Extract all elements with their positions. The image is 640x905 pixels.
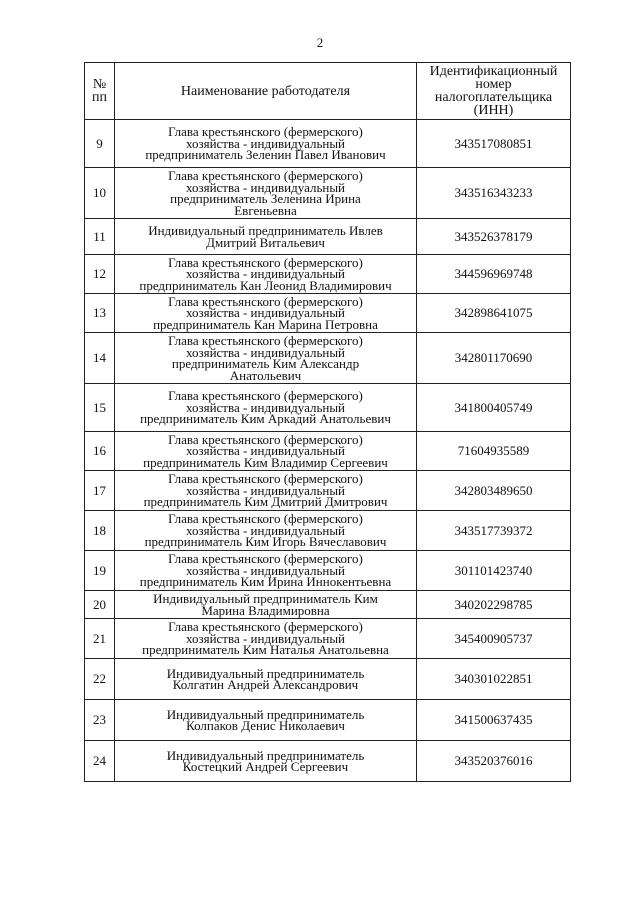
row-inn: 342803489650 bbox=[417, 471, 571, 511]
row-inn: 340202298785 bbox=[417, 591, 571, 619]
row-inn: 345400905737 bbox=[417, 619, 571, 659]
row-num: 13 bbox=[85, 294, 115, 333]
row-employer-name: Глава крестьянского (фермерского) хозяйства - индивидуальный предприниматель Ким Александр Анатольевич bbox=[115, 333, 417, 384]
row-num: 9 bbox=[85, 120, 115, 168]
table-row bbox=[85, 700, 571, 741]
row-num: 18 bbox=[85, 511, 115, 551]
table-row bbox=[85, 294, 571, 333]
row-employer-name: Глава крестьянского (фермерского) хозяйства - индивидуальный предприниматель Кан Леонид Владимирович bbox=[115, 255, 417, 294]
page-number: 2 bbox=[316, 35, 324, 50]
row-inn: 341800405749 bbox=[417, 384, 571, 432]
row-employer-name: Индивидуальный предприниматель Колпаков Денис Николаевич bbox=[115, 700, 417, 741]
table-row bbox=[85, 333, 571, 384]
row-num: 15 bbox=[85, 384, 115, 432]
row-inn: 343516343233 bbox=[417, 168, 571, 219]
table-row bbox=[85, 432, 571, 471]
table-row bbox=[85, 511, 571, 551]
table-row bbox=[85, 551, 571, 591]
header-inn: Идентификационный номер налогоплательщика (ИНН) bbox=[417, 63, 571, 120]
employer-table bbox=[84, 62, 571, 782]
row-num: 24 bbox=[85, 741, 115, 782]
row-employer-name: Глава крестьянского (фермерского) хозяйства - индивидуальный предприниматель Зеленин Павел Иванович bbox=[115, 120, 417, 168]
table-row bbox=[85, 384, 571, 432]
row-num: 20 bbox=[85, 591, 115, 619]
row-inn: 342898641075 bbox=[417, 294, 571, 333]
row-inn: 301101423740 bbox=[417, 551, 571, 591]
table-row bbox=[85, 741, 571, 782]
row-employer-name: Индивидуальный предприниматель Колгатин Андрей Александрович bbox=[115, 659, 417, 700]
table-row bbox=[85, 619, 571, 659]
table-row bbox=[85, 659, 571, 700]
row-num: 23 bbox=[85, 700, 115, 741]
row-num: 19 bbox=[85, 551, 115, 591]
header-num: № пп bbox=[85, 63, 115, 120]
row-inn: 343526378179 bbox=[417, 219, 571, 255]
table-row bbox=[85, 168, 571, 219]
row-num: 22 bbox=[85, 659, 115, 700]
row-employer-name: Глава крестьянского (фермерского) хозяйства - индивидуальный предприниматель Кан Марина Петровна bbox=[115, 294, 417, 333]
row-inn: 340301022851 bbox=[417, 659, 571, 700]
row-num: 14 bbox=[85, 333, 115, 384]
row-inn: 71604935589 bbox=[417, 432, 571, 471]
row-employer-name: Глава крестьянского (фермерского) хозяйства - индивидуальный предприниматель Ким Дмитрий Дмитрович bbox=[115, 471, 417, 511]
header-name: Наименование работодателя bbox=[115, 63, 417, 120]
row-inn: 343517739372 bbox=[417, 511, 571, 551]
row-num: 11 bbox=[85, 219, 115, 255]
row-employer-name: Глава крестьянского (фермерского) хозяйства - индивидуальный предприниматель Ким Наталья Анатольевна bbox=[115, 619, 417, 659]
table-row bbox=[85, 219, 571, 255]
row-num: 16 bbox=[85, 432, 115, 471]
table-row bbox=[85, 591, 571, 619]
row-inn: 343517080851 bbox=[417, 120, 571, 168]
header-row bbox=[85, 63, 571, 120]
row-inn: 344596969748 bbox=[417, 255, 571, 294]
row-num: 17 bbox=[85, 471, 115, 511]
row-inn: 343520376016 bbox=[417, 741, 571, 782]
table-row bbox=[85, 255, 571, 294]
table-row bbox=[85, 120, 571, 168]
table-row bbox=[85, 471, 571, 511]
row-employer-name: Глава крестьянского (фермерского) хозяйства - индивидуальный предприниматель Ким Ирина Иннокентьевна bbox=[115, 551, 417, 591]
row-num: 12 bbox=[85, 255, 115, 294]
row-employer-name: Глава крестьянского (фермерского) хозяйства - индивидуальный предприниматель Ким Игорь Вячеславович bbox=[115, 511, 417, 551]
row-employer-name: Глава крестьянского (фермерского) хозяйства - индивидуальный предприниматель Ким Аркадий Анатольевич bbox=[115, 384, 417, 432]
row-employer-name: Индивидуальный предприниматель Костецкий Андрей Сергеевич bbox=[115, 741, 417, 782]
row-inn: 342801170690 bbox=[417, 333, 571, 384]
row-employer-name: Глава крестьянского (фермерского) хозяйства - индивидуальный предприниматель Зеленина Ирина Евгеньевна bbox=[115, 168, 417, 219]
row-employer-name: Глава крестьянского (фермерского) хозяйства - индивидуальный предприниматель Ким Владимир Сергеевич bbox=[115, 432, 417, 471]
row-num: 10 bbox=[85, 168, 115, 219]
row-employer-name: Индивидуальный предприниматель Ким Марина Владимировна bbox=[115, 591, 417, 619]
row-inn: 341500637435 bbox=[417, 700, 571, 741]
row-employer-name: Индивидуальный предприниматель Ивлев Дмитрий Витальевич bbox=[115, 219, 417, 255]
row-num: 21 bbox=[85, 619, 115, 659]
